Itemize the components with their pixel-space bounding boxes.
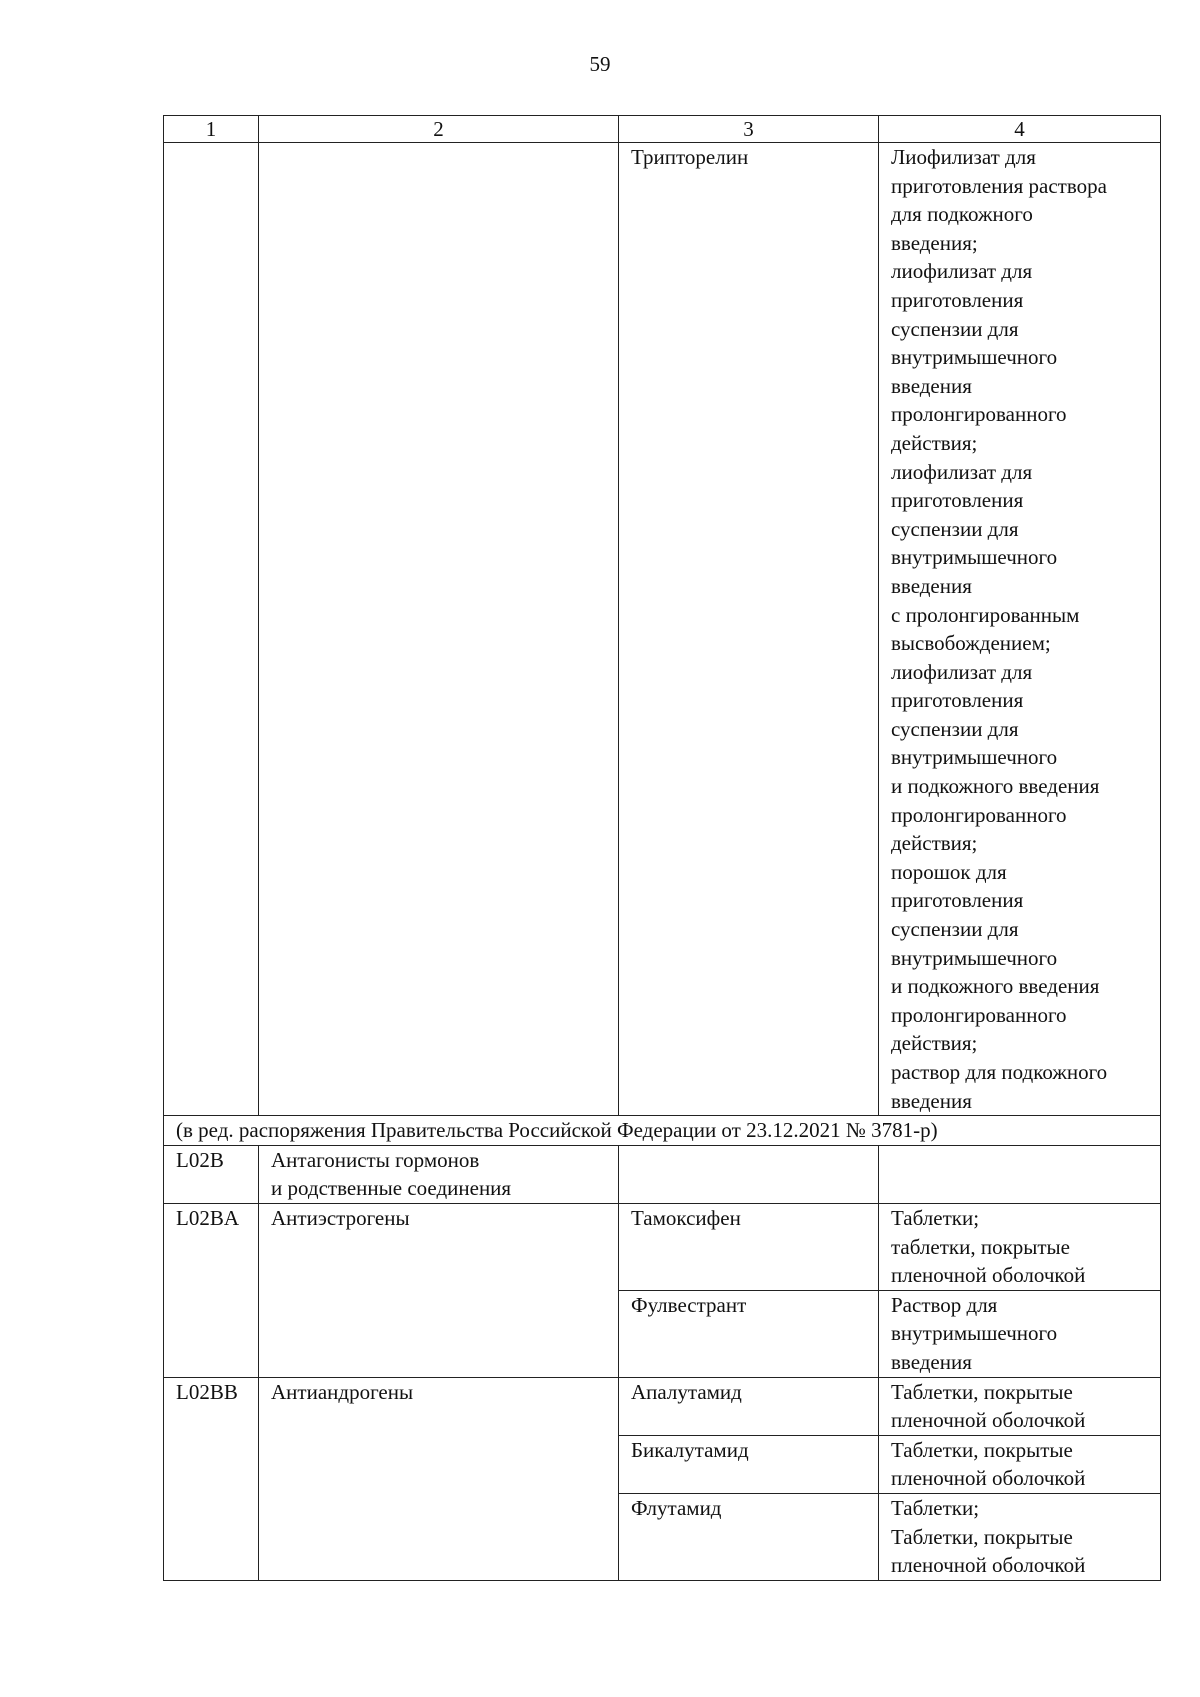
drug-name-cell: Флутамид [619,1493,879,1580]
dosage-forms-cell: Раствор для внутримышечного введения [879,1290,1161,1377]
drug-table [163,115,1161,1581]
column-header-1: 1 [164,116,259,143]
atc-code-cell: L02BA [164,1203,259,1377]
table-row-triptorelin [164,143,1161,1116]
dosage-forms-cell: Лиофилизат для приготовления раствора для подкожного введения; лиофилизат для приготовления суспензии для внутримышечного введения пролонгированного действия; лиофилизат для приготовления суспензии для внутримышечного введения с пролонгированным высвобождением; лиофилизат для приготовления суспензии для внутримышечного и подкожного введения пролонгированного действия; порошок для приготовления суспензии для внутримышечного и подкожного введения пролонгированного действия; раствор для подкожного введения [879,143,1161,1116]
column-header-2: 2 [259,116,619,143]
column-header-4: 4 [879,116,1161,143]
table-row-tamoxifen [164,1203,1161,1290]
amendment-note: (в ред. распоряжения Правительства Российской Федерации от 23.12.2021 № 3781-р) [164,1116,1161,1146]
drug-name-cell: Трипторелин [619,143,879,1116]
drug-name-cell [619,1145,879,1203]
dosage-forms-cell: Таблетки; таблетки, покрытые пленочной оболочкой [879,1203,1161,1290]
group-cell [259,143,619,1116]
atc-group-cell: Антиэстрогены [259,1203,619,1377]
table-row-apalutamide [164,1377,1161,1435]
drug-name-cell: Фулвестрант [619,1290,879,1377]
drug-name-cell: Тамоксифен [619,1203,879,1290]
page-number: 59 [589,52,611,76]
atc-group-cell: Антиандрогены [259,1377,619,1580]
atc-group-cell: Антагонисты гормонов и родственные соединения [259,1145,619,1203]
table-row-note [164,1116,1161,1146]
column-header-3: 3 [619,116,879,143]
drug-name-cell: Апалутамид [619,1377,879,1435]
table-header-row [164,116,1161,143]
atc-code-cell: L02BB [164,1377,259,1580]
drug-name-cell: Бикалутамид [619,1435,879,1493]
dosage-forms-cell: Таблетки; Таблетки, покрытые пленочной оболочкой [879,1493,1161,1580]
dosage-forms-cell: Таблетки, покрытые пленочной оболочкой [879,1377,1161,1435]
dosage-forms-cell [879,1145,1161,1203]
code-cell [164,143,259,1116]
table-row-l02b [164,1145,1161,1203]
dosage-forms-cell: Таблетки, покрытые пленочной оболочкой [879,1435,1161,1493]
atc-code-cell: L02B [164,1145,259,1203]
